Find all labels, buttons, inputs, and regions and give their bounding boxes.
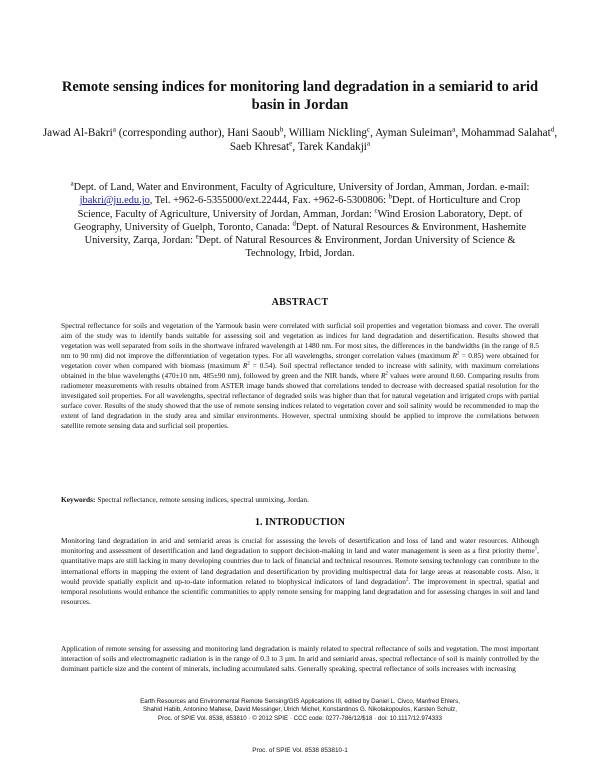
- paper-title: Remote sensing indices for monitoring land degradation in a semiarid to arid basin in Jordan: [61, 79, 539, 113]
- page-number: Proc. of SPIE Vol. 8538 853810-1: [252, 747, 348, 754]
- author-affiliation-mark: a: [452, 125, 456, 134]
- author-affiliation-mark: a: [366, 139, 371, 148]
- author-separator: ,: [292, 141, 298, 153]
- affiliation-d: Dept. of Natural Resources & Environment, Hashemite University, Zarqa, Jordan:: [84, 221, 527, 247]
- intro-paragraph-2: Application of remote sensing for assessing and monitoring land degradation is mainly related to spectral reflectance of soils and vegetation. The most important interaction of soils and electromagnetic radiation is in the range of 0.3 to 3 µm. In arid and semiarid areas, spectral reflectance of soil is mainly controlled by the dominant particle size and the content of minerals, including accumulated salts. Generally speaking, spectral reflectance of soils increases with increasing: [61, 644, 539, 674]
- footer-line: Earth Resources and Environmental Remote Sensing/GIS Applications III, edited by Daniel L. Civco, Manfred Ehlers,: [140, 698, 460, 705]
- abstract-body: [61, 321, 539, 432]
- section-heading-introduction: 1. INTRODUCTION: [254, 517, 345, 528]
- paragraph-text: . The improvement in spectral, spatial and temporal resolutions would enhance the scientific communities to apply remote sensing for mapping land degradation and for assessing changes in soil and land resources.: [61, 576, 539, 607]
- citation-mark: 1: [534, 546, 538, 552]
- author-list: [40, 126, 560, 154]
- affiliation-b: Dept. of Horticulture and Crop Science, Faculty of Agriculture, University of Jordan, Amman, Jordan:: [77, 195, 521, 220]
- author-affiliation-mark: b: [279, 125, 284, 134]
- citation-mark: 2: [405, 577, 409, 583]
- affiliations: [68, 181, 532, 261]
- author-name: William Nickling: [288, 127, 367, 139]
- affiliation-mark: e: [195, 233, 199, 241]
- r-symbol: R: [381, 371, 386, 381]
- author-separator: ,: [455, 127, 461, 139]
- abstract-heading: ABSTRACT: [271, 297, 329, 308]
- superscript: 2: [385, 371, 388, 377]
- author-affiliation-mark: e: [289, 139, 293, 148]
- footer-line: Proc. of SPIE Vol. 8538, 853810 · © 2012 SPIE · CCC code: 0277-786/12/$18 · doi: 10.1117/12.974333: [158, 714, 442, 722]
- keywords: [61, 495, 539, 505]
- keywords-label: Keywords:: [61, 495, 96, 504]
- affiliation-mark: b: [388, 193, 392, 201]
- author-name: Ayman Suleiman: [375, 127, 453, 139]
- author-name: Jawad Al-Bakri: [42, 127, 113, 139]
- author-name: Tarek Kandakji: [297, 141, 367, 153]
- author-name: Mohammad Salahat: [460, 127, 551, 139]
- author-affiliation-mark: c: [366, 125, 371, 134]
- citation-footer: [90, 698, 510, 723]
- r-symbol: R: [452, 351, 458, 361]
- r-symbol: R: [242, 361, 248, 371]
- affiliation-mark: d: [292, 220, 296, 228]
- affiliation-c: Wind Erosion Laboratory, Dept. of Geography, University of Guelph, Toronto, Canada:: [73, 208, 523, 233]
- affiliation-mark: c: [374, 207, 378, 215]
- author-separator: ,: [554, 127, 558, 139]
- affiliation-a: Dept. of Land, Water and Environment, Faculty of Agriculture, University of Jordan, Amman, Jordan. e-mail:: [73, 182, 530, 193]
- abstract-text: values were around 0.60. Comparing results from radiometer measurements with results obtained from ASTER image bands showed that correlations tended to decrease with decreased spatial resolution for the investigated soil properties. For all wavelengths, spectral reflectance of degraded soils was higher than that for natural vegetation and irrigated crops with partial surface cover. Results of the study showed that the use of remote sensing indices related to vegetation cover and soil salinity would be recommended to map the extent of land degradation in the study area and similar environments. However, spectral unmixing should be applied to improve the correlations between satellite remote sensing data and surficial soil properties.: [61, 371, 539, 431]
- author-separator: ,: [370, 127, 376, 139]
- footer-line: Shahid Habib, Antonino Maltese, David Messinger, Ulrich Michel, Konstantinos G. Nikolakopoulos, Karsten Schulz,: [142, 706, 457, 714]
- abstract-text: = 0.85) were obtained for vegetation cover when compared with biomass (maximum: [61, 351, 539, 371]
- affiliation-mark: a: [70, 180, 74, 188]
- superscript: 2: [457, 351, 460, 357]
- email-link[interactable]: jbakri@ju.edu.jo: [79, 195, 150, 207]
- affiliation-a-contact: , Tel. +962-6-5355000/ext.22444, Fax. +962-6-5300806:: [149, 195, 389, 207]
- author-separator: ,: [283, 127, 289, 139]
- author-name: Saeb Khresat: [229, 141, 290, 153]
- corresponding-author-note: (corresponding author),: [115, 127, 228, 139]
- affiliation-e: Dept. of Natural Resources & Environment, Jordan University of Science & Technology, Irbid, Jordan.: [198, 235, 516, 260]
- abstract-text: Spectral reflectance for soils and vegetation of the Yarmouk basin were correlated with surficial soil properties and vegetation biomass and cover. The overall aim of the study was to identify bands suitable for assessing soil and vegetation as indices for land degradation and desertification. Results showed that vegetation was well separated from soils in the shortwave infrared wavelength at 1480 nm. For most sites, the differences in the bandwidths (in the range of 8.5 nm to 90 nm) did not improve the differentiation of vegetation types. For all wavelengths, stronger correlation values (maximum: [61, 321, 539, 361]
- intro-paragraph-1: [61, 536, 539, 607]
- paragraph-text: , quantitative maps are still lacking in many developing countries due to lack of financial and technical resources. Remote sensing technology can contribute to the international efforts in mapping the extent of land degradation and desertification by providing multispectral data for large areas at reasonable costs. Also, it would provide spatially explicit and up-to-date information related to biophysical indicators of land degradation: [61, 546, 539, 586]
- author-affiliation-mark: d: [550, 125, 555, 134]
- author-affiliation-mark: a: [112, 125, 116, 134]
- author-name: Hani Saoub: [227, 127, 280, 139]
- keywords-text: Spectral reflectance, remote sensing indices, spectral unmixing, Jordan.: [95, 495, 309, 504]
- paragraph-text: Monitoring land degradation in arid and semiarid areas is crucial for assessing the levels of desertification and loss of land and water resources. Although monitoring and assessment of desertification and land degradation to support decision-making in land and water management is seen as a first priority theme: [61, 536, 539, 556]
- superscript: 2: [247, 361, 250, 367]
- abstract-text: = 0.54). Soil spectral reflectance tended to increase with salinity, with maximum correlations obtained in the blue wavelengths (470±10 nm, 485±90 nm), followed by green and the NIR bands, where: [61, 361, 539, 381]
